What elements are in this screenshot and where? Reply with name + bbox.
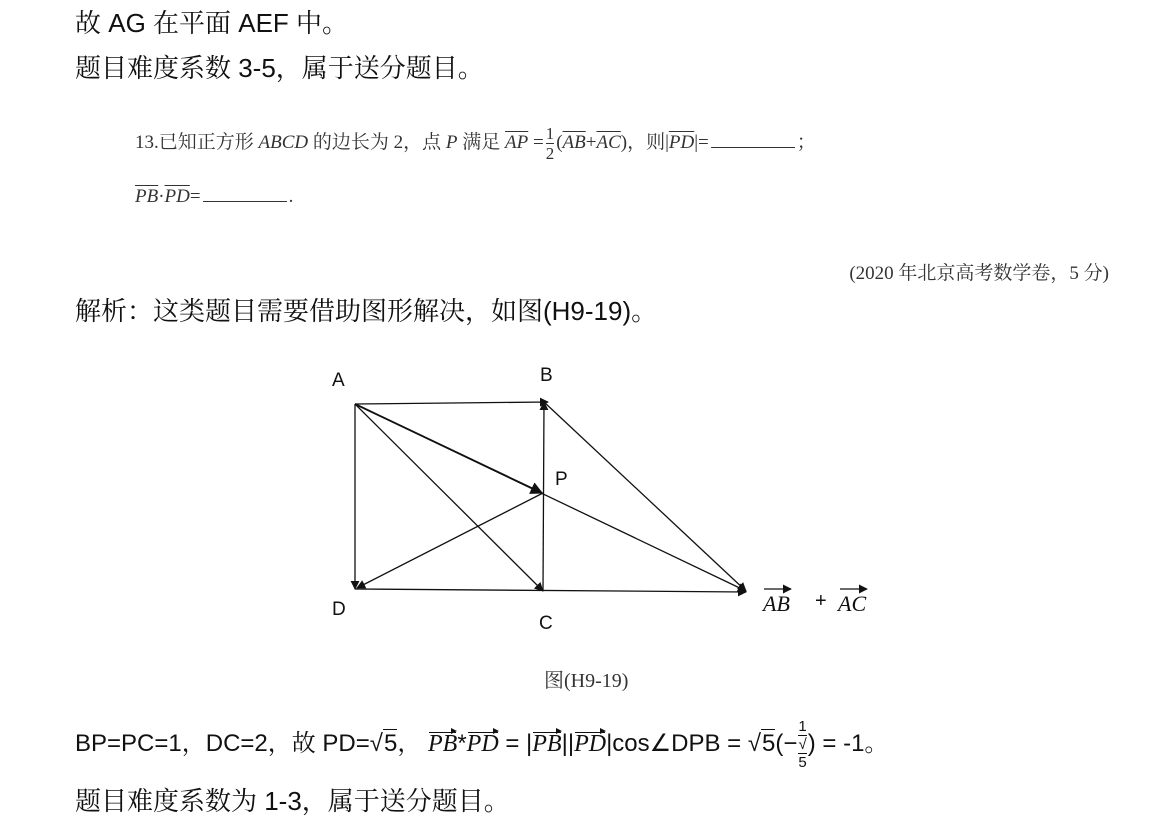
solution-comma: ， <box>397 729 422 757</box>
open-paren: ( <box>556 131 563 153</box>
problem-prefix: 13.已知正方形 <box>135 131 254 153</box>
label-d: D <box>332 599 346 620</box>
solution-part-1: BP=PC=1，DC=2，故 PD= <box>75 729 370 757</box>
sum-label-ac: AC <box>838 591 867 616</box>
plus-sign: + <box>585 131 597 153</box>
solution-line <box>75 718 888 771</box>
square-label: ABCD <box>258 131 309 153</box>
vector-ap: $\overline{AP}$ <box>505 131 529 153</box>
text-line-analysis: 解析：这类题目需要借助图形解决，如图(H9-19)。 <box>75 296 658 326</box>
sqrt-5-b: √5 <box>747 729 776 757</box>
text-line-ag-in-plane: 故 AG 在平面 AEF 中。 <box>75 8 349 38</box>
fraction2-numerator: 1 <box>798 718 807 735</box>
text-line-difficulty-1: 题目难度系数 3-5，属于送分题目。 <box>75 53 484 83</box>
segment-cb <box>543 402 544 591</box>
dot-operator: · <box>158 186 165 207</box>
equals-sign: = <box>532 131 544 153</box>
problem-13-line-2 <box>135 186 293 208</box>
problem-mid: 的边长为 2，点 <box>312 131 442 153</box>
equals-sign-2: = <box>189 186 201 207</box>
fraction-denominator: 2 <box>545 144 555 163</box>
vector-pb: $\overline{PB}$ <box>135 186 159 207</box>
vector-pd-2: $\overline{PD}$ <box>164 186 190 207</box>
sum-label-plus: + <box>815 590 827 612</box>
problem-13-line-1 <box>135 124 816 163</box>
fraction-half <box>546 124 555 163</box>
vector-ab: $\overline{AB}$ <box>562 131 586 153</box>
solution-part-4: || <box>561 729 575 757</box>
sqrt-5-a-radicand: 5 <box>383 729 398 757</box>
solution-part-7: ) = -1。 <box>807 729 889 757</box>
fraction-one-over-sqrt5 <box>798 718 806 771</box>
figure-caption: 图(H9-19) <box>544 670 629 692</box>
label-c: C <box>539 613 553 634</box>
segment-dc-ext <box>355 589 746 592</box>
label-b: B <box>540 365 553 386</box>
label-a: A <box>332 370 345 391</box>
solution-part-5: |cos∠DPB = <box>606 729 748 757</box>
sqrt-5-c-radicand: 5 <box>798 754 807 771</box>
segment-pd <box>357 493 543 588</box>
solution-vector-pb-abs: PB <box>532 730 562 757</box>
solution-vector-pd: PD <box>466 730 499 757</box>
vector-ac: $\overline{AC}$ <box>596 131 621 153</box>
segment-ab <box>355 402 548 404</box>
problem-satisfies: 满足 <box>462 131 501 153</box>
answer-blank-1 <box>711 133 795 148</box>
sqrt-5-a: √5 <box>369 729 398 757</box>
abs-equals: |= <box>694 131 709 153</box>
segment-b-sum <box>544 402 746 591</box>
vector-pd: $\overline{PD}$ <box>668 131 695 153</box>
solution-part-6: (− <box>775 729 798 757</box>
close-paren-then: )，则| <box>620 131 669 153</box>
problem-source: (2020 年北京高考数学卷，5 分) <box>849 263 1109 284</box>
label-p: P <box>555 469 568 490</box>
solution-vector-pb: PB <box>428 730 458 757</box>
answer-blank-2 <box>203 187 287 202</box>
segment-a-sum <box>355 404 746 591</box>
sqrt-5-b-radicand: 5 <box>762 729 776 757</box>
text-line-difficulty-2: 题目难度系数为 1-3，属于送分题目。 <box>75 786 510 816</box>
segment-ac <box>355 404 543 591</box>
solution-star: * <box>457 729 467 757</box>
geometry-figure <box>300 355 900 655</box>
semicolon: ； <box>796 131 816 153</box>
fraction2-denominator: √ 5 <box>798 736 807 771</box>
point-label: P <box>445 131 458 153</box>
period: . <box>288 186 294 207</box>
fraction-numerator: 1 <box>545 124 555 143</box>
sum-label-ab: AB <box>763 591 790 616</box>
solution-part-3: = | <box>498 729 533 757</box>
solution-vector-pd-abs: PD <box>574 730 607 757</box>
